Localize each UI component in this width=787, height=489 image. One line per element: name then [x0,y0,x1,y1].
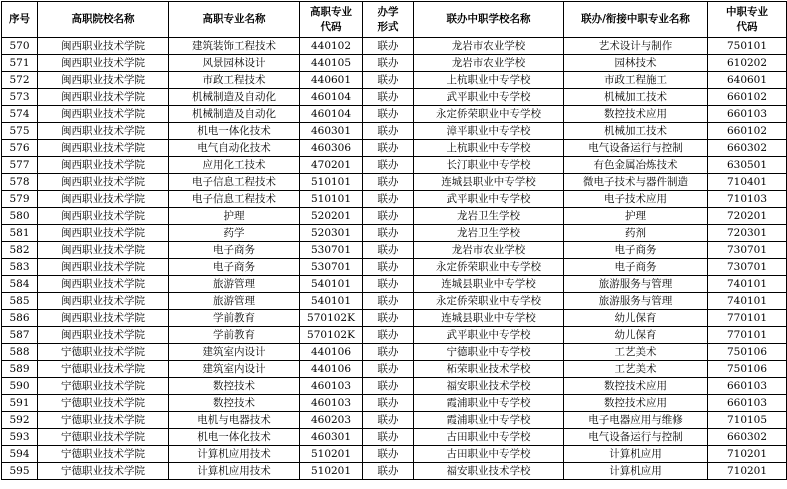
table-row [2,72,787,89]
cell-college: 宁德职业技术学院 [38,429,169,446]
cell-partner-major: 数控技术应用 [564,378,708,395]
cell-major-code: 460103 [300,395,363,412]
cell-mode: 联办 [363,310,414,327]
table-row [2,225,787,242]
cell-mode: 联办 [363,344,414,361]
cell-partner-school: 福安职业技术学校 [414,463,564,480]
cell-partner-code: 720201 [708,208,787,225]
cell-partner-code: 710103 [708,191,787,208]
cell-partner-major: 工艺美术 [564,344,708,361]
cell-partner-school: 宁德职业中专学校 [414,344,564,361]
cell-partner-school: 龙岩市农业学校 [414,242,564,259]
table-row [2,123,787,140]
table-row [2,327,787,344]
cell-major: 机械制造及自动化 [169,89,300,106]
table-row [2,174,787,191]
cell-major: 机电一体化技术 [169,123,300,140]
header-text: 中职专业 [726,5,768,18]
cell-college: 宁德职业技术学院 [38,412,169,429]
cell-mode: 联办 [363,157,414,174]
table-row [2,361,787,378]
table-row [2,293,787,310]
program-table [1,1,787,480]
cell-partner-code: 660302 [708,429,787,446]
cell-mode: 联办 [363,446,414,463]
cell-mode: 联办 [363,429,414,446]
cell-index: 595 [2,463,38,480]
cell-college: 闽西职业技术学院 [38,72,169,89]
header-partner-code [708,2,787,38]
header-text: 代码 [320,20,342,33]
cell-college: 闽西职业技术学院 [38,191,169,208]
cell-major-code: 440105 [300,55,363,72]
cell-mode: 联办 [363,208,414,225]
cell-partner-code: 660103 [708,378,787,395]
cell-major: 学前教育 [169,327,300,344]
cell-partner-school: 柘荣职业技术学校 [414,361,564,378]
cell-college: 闽西职业技术学院 [38,55,169,72]
cell-major-code: 460103 [300,378,363,395]
cell-partner-code: 660102 [708,89,787,106]
table-row [2,106,787,123]
cell-partner-school: 龙岩卫生学校 [414,208,564,225]
cell-index: 586 [2,310,38,327]
header-text: 形式 [377,20,399,33]
cell-partner-major: 园林技术 [564,55,708,72]
cell-partner-code: 770101 [708,327,787,344]
cell-partner-major: 电子技术应用 [564,191,708,208]
cell-major: 计算机应用技术 [169,446,300,463]
cell-index: 590 [2,378,38,395]
cell-partner-code: 660103 [708,106,787,123]
cell-partner-major: 数控技术应用 [564,106,708,123]
cell-major-code: 530701 [300,242,363,259]
cell-index: 581 [2,225,38,242]
table-row [2,276,787,293]
cell-partner-major: 机械加工技术 [564,89,708,106]
cell-major: 电子商务 [169,242,300,259]
cell-mode: 联办 [363,55,414,72]
cell-major: 建筑室内设计 [169,361,300,378]
cell-partner-school: 龙岩市农业学校 [414,38,564,55]
cell-partner-code: 710105 [708,412,787,429]
table-row [2,463,787,480]
cell-college: 宁德职业技术学院 [38,395,169,412]
cell-college: 闽西职业技术学院 [38,327,169,344]
cell-major-code: 460301 [300,123,363,140]
cell-partner-major: 电子商务 [564,259,708,276]
cell-college: 闽西职业技术学院 [38,157,169,174]
cell-index: 573 [2,89,38,106]
cell-partner-school: 霞浦职业中专学校 [414,412,564,429]
cell-partner-school: 龙岩卫生学校 [414,225,564,242]
cell-mode: 联办 [363,123,414,140]
cell-major: 应用化工技术 [169,157,300,174]
cell-major: 电机与电器技术 [169,412,300,429]
cell-mode: 联办 [363,293,414,310]
cell-major-code: 460104 [300,89,363,106]
cell-major-code: 460306 [300,140,363,157]
cell-partner-major: 机械加工技术 [564,123,708,140]
cell-major: 药学 [169,225,300,242]
table-row [2,208,787,225]
cell-partner-major: 幼儿保育 [564,327,708,344]
table-header [2,2,787,38]
cell-partner-school: 上杭职业中专学校 [414,72,564,89]
cell-partner-school: 连城县职业中专学校 [414,276,564,293]
cell-major-code: 510201 [300,463,363,480]
table-row [2,395,787,412]
cell-mode: 联办 [363,242,414,259]
cell-partner-code: 770101 [708,310,787,327]
cell-partner-school: 武平职业中专学校 [414,89,564,106]
cell-partner-school: 永定侨荣职业中专学校 [414,259,564,276]
cell-college: 宁德职业技术学院 [38,344,169,361]
cell-partner-major: 电子商务 [564,242,708,259]
cell-partner-major: 数控技术应用 [564,395,708,412]
cell-college: 闽西职业技术学院 [38,242,169,259]
cell-index: 582 [2,242,38,259]
cell-partner-school: 连城县职业中专学校 [414,174,564,191]
cell-major-code: 460104 [300,106,363,123]
cell-college: 闽西职业技术学院 [38,106,169,123]
cell-major: 市政工程技术 [169,72,300,89]
cell-mode: 联办 [363,259,414,276]
table-body [2,38,787,480]
cell-index: 575 [2,123,38,140]
cell-college: 闽西职业技术学院 [38,123,169,140]
cell-major-code: 510101 [300,174,363,191]
cell-partner-major: 护理 [564,208,708,225]
cell-partner-code: 740101 [708,293,787,310]
table-row [2,242,787,259]
cell-mode: 联办 [363,174,414,191]
cell-mode: 联办 [363,378,414,395]
cell-major: 数控技术 [169,395,300,412]
cell-partner-school: 古田职业中专学校 [414,446,564,463]
cell-college: 宁德职业技术学院 [38,378,169,395]
cell-index: 577 [2,157,38,174]
cell-partner-code: 750106 [708,344,787,361]
cell-index: 585 [2,293,38,310]
cell-major-code: 510201 [300,446,363,463]
header-text: 高职专业 [310,5,352,18]
cell-partner-school: 永定侨荣职业中专学校 [414,293,564,310]
cell-college: 闽西职业技术学院 [38,259,169,276]
cell-partner-code: 730701 [708,242,787,259]
table-row [2,157,787,174]
cell-partner-code: 720301 [708,225,787,242]
cell-major-code: 570102K [300,327,363,344]
cell-mode: 联办 [363,38,414,55]
cell-partner-code: 730701 [708,259,787,276]
cell-major: 学前教育 [169,310,300,327]
cell-partner-major: 旅游服务与管理 [564,293,708,310]
cell-partner-school: 上杭职业中专学校 [414,140,564,157]
cell-partner-code: 710401 [708,174,787,191]
cell-major: 风景园林设计 [169,55,300,72]
cell-major-code: 540101 [300,293,363,310]
cell-college: 宁德职业技术学院 [38,361,169,378]
cell-college: 闽西职业技术学院 [38,276,169,293]
cell-partner-school: 武平职业中专学校 [414,191,564,208]
cell-major-code: 440601 [300,72,363,89]
table-row [2,446,787,463]
cell-partner-major: 计算机应用 [564,463,708,480]
cell-major: 建筑装饰工程技术 [169,38,300,55]
cell-index: 592 [2,412,38,429]
cell-major: 机械制造及自动化 [169,106,300,123]
cell-partner-major: 旅游服务与管理 [564,276,708,293]
cell-mode: 联办 [363,361,414,378]
cell-partner-code: 740101 [708,276,787,293]
cell-major: 电子信息工程技术 [169,191,300,208]
header-text: 办学 [377,5,399,18]
table-row [2,344,787,361]
cell-partner-code: 710201 [708,446,787,463]
table-row [2,89,787,106]
cell-major: 计算机应用技术 [169,463,300,480]
cell-major: 旅游管理 [169,276,300,293]
cell-mode: 联办 [363,463,414,480]
cell-major-code: 540101 [300,276,363,293]
cell-major: 数控技术 [169,378,300,395]
header-text: 代码 [736,20,758,33]
table-row [2,140,787,157]
cell-major: 旅游管理 [169,293,300,310]
cell-partner-major: 电子电器应用与维修 [564,412,708,429]
table-row [2,259,787,276]
cell-partner-school: 福安职业技术学校 [414,378,564,395]
header-index [2,2,38,38]
cell-mode: 联办 [363,106,414,123]
cell-partner-code: 640601 [708,72,787,89]
cell-index: 571 [2,55,38,72]
cell-mode: 联办 [363,72,414,89]
cell-college: 闽西职业技术学院 [38,225,169,242]
cell-partner-major: 微电子技术与器件制造 [564,174,708,191]
cell-index: 591 [2,395,38,412]
cell-mode: 联办 [363,395,414,412]
cell-partner-major: 有色金属冶炼技术 [564,157,708,174]
table-row [2,310,787,327]
cell-college: 闽西职业技术学院 [38,140,169,157]
cell-partner-school: 古田职业中专学校 [414,429,564,446]
cell-college: 闽西职业技术学院 [38,38,169,55]
header-text: 高职专业名称 [202,13,266,25]
cell-partner-code: 660103 [708,395,787,412]
table-row [2,412,787,429]
cell-partner-major: 艺术设计与制作 [564,38,708,55]
table-row [2,429,787,446]
header-partner-school [414,2,564,38]
cell-college: 闽西职业技术学院 [38,174,169,191]
cell-college: 宁德职业技术学院 [38,446,169,463]
cell-mode: 联办 [363,412,414,429]
cell-partner-school: 武平职业中专学校 [414,327,564,344]
cell-major: 电气自动化技术 [169,140,300,157]
cell-partner-major: 幼儿保育 [564,310,708,327]
cell-major: 建筑室内设计 [169,344,300,361]
table-row [2,378,787,395]
cell-partner-code: 660302 [708,140,787,157]
header-text: 高职院校名称 [71,13,135,25]
cell-partner-code: 750101 [708,38,787,55]
cell-partner-school: 龙岩市农业学校 [414,55,564,72]
cell-major-code: 520201 [300,208,363,225]
cell-partner-major: 电气设备运行与控制 [564,429,708,446]
cell-college: 闽西职业技术学院 [38,310,169,327]
cell-major: 机电一体化技术 [169,429,300,446]
header-text: 序号 [9,13,30,25]
cell-mode: 联办 [363,276,414,293]
cell-partner-code: 630501 [708,157,787,174]
cell-partner-major: 市政工程施工 [564,72,708,89]
cell-index: 572 [2,72,38,89]
cell-major-code: 520301 [300,225,363,242]
cell-index: 589 [2,361,38,378]
cell-college: 闽西职业技术学院 [38,293,169,310]
cell-major: 电子商务 [169,259,300,276]
table-row [2,191,787,208]
cell-major: 护理 [169,208,300,225]
cell-index: 579 [2,191,38,208]
cell-partner-school: 永定侨荣职业中专学校 [414,106,564,123]
cell-partner-major: 工艺美术 [564,361,708,378]
cell-major-code: 470201 [300,157,363,174]
cell-index: 570 [2,38,38,55]
header-mode [363,2,414,38]
cell-index: 583 [2,259,38,276]
header-text: 联办中职学校名称 [446,13,531,25]
cell-index: 584 [2,276,38,293]
cell-mode: 联办 [363,140,414,157]
cell-partner-code: 750106 [708,361,787,378]
cell-index: 580 [2,208,38,225]
cell-major: 电子信息工程技术 [169,174,300,191]
cell-major-code: 440106 [300,344,363,361]
cell-partner-school: 霞浦职业中专学校 [414,395,564,412]
cell-major-code: 440106 [300,361,363,378]
cell-partner-school: 漳平职业中专学校 [414,123,564,140]
cell-mode: 联办 [363,89,414,106]
cell-partner-major: 药剂 [564,225,708,242]
header-major [169,2,300,38]
table-row [2,38,787,55]
cell-partner-school: 长汀职业中专学校 [414,157,564,174]
cell-partner-major: 电气设备运行与控制 [564,140,708,157]
cell-index: 576 [2,140,38,157]
cell-index: 594 [2,446,38,463]
cell-mode: 联办 [363,191,414,208]
cell-partner-code: 610202 [708,55,787,72]
cell-partner-major: 计算机应用 [564,446,708,463]
cell-major-code: 440102 [300,38,363,55]
cell-college: 闽西职业技术学院 [38,89,169,106]
cell-mode: 联办 [363,327,414,344]
header-college [38,2,169,38]
cell-index: 587 [2,327,38,344]
cell-partner-school: 连城县职业中专学校 [414,310,564,327]
cell-major-code: 460203 [300,412,363,429]
cell-index: 593 [2,429,38,446]
cell-college: 宁德职业技术学院 [38,463,169,480]
cell-partner-code: 710201 [708,463,787,480]
cell-college: 闽西职业技术学院 [38,208,169,225]
cell-major-code: 510101 [300,191,363,208]
cell-major-code: 460301 [300,429,363,446]
header-row [2,2,787,38]
header-partner-major [564,2,708,38]
header-major-code [300,2,363,38]
table-row [2,55,787,72]
cell-partner-code: 660102 [708,123,787,140]
cell-index: 578 [2,174,38,191]
cell-major-code: 570102K [300,310,363,327]
cell-index: 588 [2,344,38,361]
cell-index: 574 [2,106,38,123]
cell-major-code: 530701 [300,259,363,276]
cell-mode: 联办 [363,225,414,242]
header-text: 联办/衔接中职专业名称 [581,13,690,25]
